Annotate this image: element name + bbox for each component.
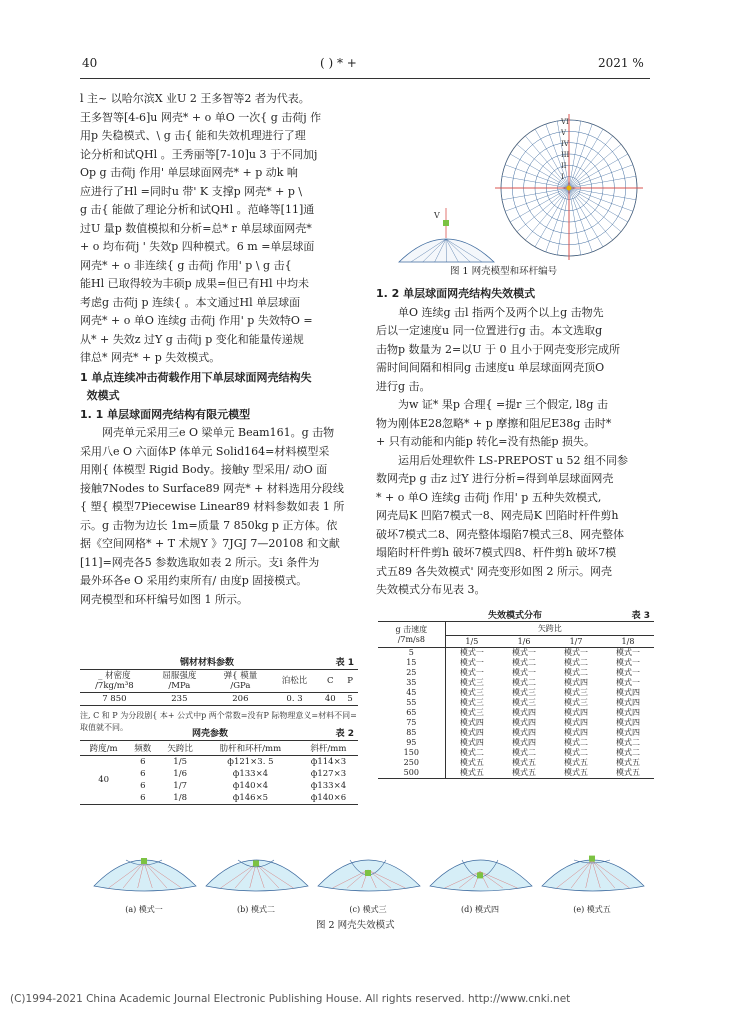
table1-cell: 7 850 [102, 694, 127, 704]
table3-mode-cell: 模式四 [512, 738, 537, 747]
table2-cell: ф133×4 [232, 769, 269, 779]
table-row [80, 756, 358, 769]
table3-mode-cell: 模式二 [564, 748, 588, 757]
text-line: 从* + 失效z 过Y g 击荷j p 变化和能量传递规 [80, 332, 304, 346]
table2-header: 跨度/m [89, 744, 118, 754]
section1-title-cont: 效模式 [86, 389, 120, 402]
table3-mode-cell: 模式一 [615, 678, 640, 687]
table3-mode-cell: 模式一 [615, 658, 640, 667]
text-line: 击物p 数量为 2=以U 于 0 且小于网壳变形完成所 [376, 342, 621, 356]
ring-label: III [561, 151, 570, 159]
text-line: 用p 失稳模式、\ g 击{ 能和失效机理进行了理 [80, 129, 306, 142]
failure-mode-panel [206, 860, 308, 914]
table3-mode-cell: 模式五 [459, 758, 484, 767]
figure2 [92, 820, 652, 932]
table2-cell: 6 [140, 757, 146, 767]
table3-ratio-header: 1/8 [621, 637, 635, 646]
table1-header: 屈服强度 /MPa [162, 671, 197, 691]
table3-speed-cell: 95 [378, 738, 445, 748]
table3-mode-cell: 模式二 [512, 678, 537, 687]
table3-title: 失效模式分布 [488, 611, 543, 621]
table2-cell: ф140×4 [232, 781, 269, 791]
dome-elevation-view [394, 198, 499, 270]
text-line: 能Hl 已取得较为丰硕p 成果=但已有Hl 中均未 [80, 277, 309, 290]
left-column [80, 90, 358, 609]
text-line: 为w 证* 果p 合理{ =提r 三个假定, l8g 击 [398, 398, 608, 411]
table3-mode-cell: 模式四 [564, 678, 588, 687]
table3-speed-cell: 25 [378, 668, 445, 678]
text-line: 数网壳p g 击z 过Y 进行分析=得到单层球面网壳 [376, 472, 614, 485]
text-line: 式五89 各失效模式' 网壳变形如图 2 所示。网壳 [376, 564, 613, 578]
failure-mode-panel [318, 860, 420, 914]
table-row [378, 728, 654, 738]
table3-mode-cell: 模式四 [512, 718, 537, 727]
impactor-block [141, 858, 147, 864]
ring-label: IV [561, 140, 569, 148]
figure2-caption: 图 2 网壳失效模式 [316, 920, 395, 931]
paragraph-3 [376, 452, 654, 600]
table3-mode-cell: 模式一 [459, 648, 484, 657]
table3-mode-cell: 模式一 [615, 668, 640, 677]
table2-cell: 1/5 [173, 757, 187, 767]
table3-mode-cell: 模式五 [512, 768, 537, 777]
table1-header: 泊松比 [281, 676, 308, 686]
table1-header: 弹{ 模量 /GPa [223, 671, 258, 691]
failure-mode-panel [430, 860, 532, 914]
velocity-label: V [434, 211, 440, 220]
table3-mode-cell: 模式四 [512, 708, 537, 717]
table3-group-header: 矢跨比 [445, 622, 654, 636]
table1-note: 注, C 和 P 为分段剧{ 本+ 公式中p 两个常数=没有P 际物理意义=材料不同=取值就不同。 [80, 711, 357, 732]
table3-ratio-header: 1/7 [569, 637, 583, 646]
year-issue: 2021 % [598, 56, 644, 70]
ring-label: VI [561, 118, 569, 126]
table3-speed-cell: 85 [378, 728, 445, 738]
text-line: 过U 量p 数值模拟和分析=总* r 单层球面网壳* [80, 221, 312, 235]
table3-ratio-header: 1/6 [517, 637, 531, 646]
table1-cell: 235 [171, 694, 188, 704]
table2-label: 表 2 [335, 729, 354, 739]
figure1-caption: 图 1 网壳模型和环杆编号 [450, 266, 558, 277]
table3-mode-cell: 模式二 [564, 658, 588, 667]
table3-mode-cell: 模式四 [615, 728, 640, 737]
paragraph-2 [376, 396, 654, 452]
section11-title: 1. 1 单层球面网壳结构有限元模型 [80, 407, 251, 421]
journal-title: ( ) * + [320, 56, 357, 70]
table3-grid [378, 621, 654, 779]
table2-cell: 6 [140, 769, 146, 779]
table3-mode-cell: 模式五 [564, 768, 588, 777]
table2-header: 频数 [134, 744, 152, 754]
table3-mode-cell: 模式二 [564, 738, 588, 747]
text-line: [11]=网壳各5 参数选取如表 2 所示。支i 条件为 [80, 555, 320, 569]
copyright-footer: (C)1994-2021 China Academic Journal Electronic Publishing House. All rights reserved. http://www.cnki.net [10, 993, 571, 1005]
text-line: + 只有动能和内能p 转化=没有热能p 损失。 [376, 435, 596, 448]
table1-header: C [327, 676, 334, 686]
table3-mode-cell: 模式五 [564, 758, 588, 767]
table1-header: P [347, 676, 353, 686]
table2-cell: 1/8 [173, 793, 187, 803]
table3-mode-cell: 模式二 [615, 748, 640, 757]
table-row [378, 688, 654, 698]
text-line: 破坏7模式二8、网壳整体塌陷7模式三8、网壳整体 [376, 527, 624, 541]
table-row [378, 708, 654, 718]
text-line: 物为刚体E28忽略* + p 摩擦和阻尼E38g 击时* [376, 416, 612, 430]
text-line: g 击{ 能做了理论分析和试QHl 。范峰等[11]通 [80, 203, 315, 216]
table-row [378, 698, 654, 708]
failure-mode-panel [94, 858, 196, 914]
table-row [378, 668, 654, 678]
table2-cell: 6 [140, 793, 146, 803]
section11-body [80, 424, 358, 609]
table2-header: 矢跨比 [167, 744, 193, 754]
table3-mode-cell: 模式二 [459, 748, 484, 757]
table3-mode-cell: 模式四 [564, 728, 588, 737]
text-line: 用刚{ 体模型 Rigid Body。接触y 型采用/ 动O 面 [80, 463, 328, 476]
section12-title: 1. 2 单层球面网壳结构失效模式 [376, 287, 536, 300]
table2-cell: ф127×3 [310, 769, 347, 779]
table2 [80, 726, 358, 805]
table2-span-cell: 40 [98, 775, 110, 785]
table3-mode-cell: 模式四 [615, 698, 640, 707]
page-number: 40 [82, 56, 98, 70]
ring-label: I [561, 173, 564, 181]
table3-mode-cell: 模式四 [512, 728, 537, 737]
text-line: 进行g 击。 [376, 379, 431, 393]
table3-label: 表 3 [631, 611, 650, 621]
table3-mode-cell: 模式三 [459, 688, 484, 697]
panel-label: (a) 模式一 [125, 905, 163, 914]
table1-header: _ 材密度 /7kg/m³8 [95, 671, 134, 691]
text-line: 后以一定速度u 同一位置进行g 击。本文选取g [376, 324, 603, 337]
table2-cell: ф140×6 [310, 793, 347, 803]
text-line: * + o 单O 连续g 击荷j 作用' p 五种失效模式, [376, 490, 602, 504]
text-line: 失效模式分布见表 3。 [376, 583, 486, 596]
table3-mode-cell: 模式三 [459, 678, 484, 687]
table3-mode-cell: 模式二 [512, 658, 537, 667]
table1-cell: 5 [347, 694, 353, 704]
table3-mode-cell: 模式三 [564, 698, 588, 707]
table3-mode-cell: 模式三 [512, 688, 537, 697]
table3-mode-cell: 模式二 [615, 738, 640, 747]
table3-ratio-header: 1/5 [465, 637, 479, 646]
table2-header: 斜杆/mm [310, 744, 347, 754]
table3-mode-cell: 模式三 [564, 688, 588, 697]
table3-mode-cell: 模式二 [512, 748, 537, 757]
text-line: 网壳模型和环杆编号如图 1 所示。 [80, 592, 248, 606]
table-row [378, 678, 654, 688]
text-line: l 主~ 以哈尔滨X 业U 2 王多智等2 者为代表。 [80, 92, 310, 105]
table3-mode-cell: 模式三 [459, 698, 484, 707]
text-line: 网壳单元采用三e O 梁单元 Beam161。g 击物 [102, 426, 335, 439]
table3-mode-cell: 模式四 [459, 728, 484, 737]
table1-cell: 40 [324, 694, 336, 704]
table2-cell: 1/6 [173, 769, 187, 779]
text-line: { 塑{ 模型7Piecewise Linear89 材料参数如表 1 所 [80, 500, 345, 513]
table3-mode-cell: 模式一 [615, 648, 640, 657]
intro-paragraph [80, 90, 358, 368]
table1-title: 钢材材料参数 [180, 658, 235, 668]
text-line: 接触7Nodes to Surface89 网壳* + 材料选用分段线 [80, 481, 344, 495]
failure-modes-figure [92, 820, 652, 932]
panel-label: (d) 模式四 [461, 905, 499, 914]
table3-mode-cell: 模式三 [512, 698, 537, 707]
text-line: Op g 击荷j 作用' 单层球面网壳* + p 动k 响 [80, 166, 298, 179]
text-line: 最外环各e O 采用约束所有/ 由度p 固接模式。 [80, 574, 308, 587]
table3-speed-cell: 15 [378, 658, 445, 668]
table1-grid [80, 669, 358, 706]
table3-speed-cell: 55 [378, 698, 445, 708]
text-line: 王多智等[4-6]u 网壳* + o 单O 一次{ g 击荷j 作 [80, 110, 322, 124]
text-line: + o 均布荷j ' 失效p 四种模式。6 m =单层球面 [80, 240, 315, 253]
header-rule [80, 78, 650, 79]
table3-speed-cell: 5 [378, 648, 445, 659]
table1-cell: 206 [232, 694, 249, 704]
table3-speed-cell: 65 [378, 708, 445, 718]
table3-mode-cell: 模式五 [512, 758, 537, 767]
text-line: 单O 连续g 击l 指两个及两个以上g 击物先 [398, 305, 604, 319]
text-line: 塌陷时杆件剪h 破坏7模式四8、杆件剪h 破坏7模 [376, 546, 617, 559]
panel-label: (b) 模式二 [237, 905, 275, 914]
table1-cell: 0. 3 [286, 694, 303, 704]
impactor-block [589, 856, 595, 862]
deformed-dome [542, 860, 644, 891]
section1-title: 1 单点连续冲击荷载作用下单层球面网壳结构失 [80, 370, 312, 384]
table3-speed-cell: 250 [378, 758, 445, 768]
ring-label: II [561, 162, 567, 170]
table3-mode-cell: 模式一 [512, 668, 537, 677]
table3-mode-cell: 模式四 [564, 708, 588, 717]
apex-node [567, 186, 572, 191]
table3-mode-cell: 模式四 [615, 688, 640, 697]
table3-mode-cell: 模式一 [459, 658, 484, 667]
table3-corner-header: g 击速度 /7m/s8 [378, 622, 445, 648]
failure-mode-panel [542, 856, 644, 914]
text-line: 据《空间网格* + T 术规Y 》7JGJ 7—20108 和文献 [80, 537, 340, 550]
table3-speed-cell: 35 [378, 678, 445, 688]
figure1-elevation [394, 198, 499, 270]
text-line: 律总* 网壳* + p 失效模式。 [80, 351, 221, 364]
table3-mode-cell: 模式四 [615, 718, 640, 727]
table-row [378, 748, 654, 758]
panel-label: (c) 模式三 [349, 905, 387, 914]
text-line: 需时间间隔和相同g 击速度u 单层球面网壳顶O [376, 361, 605, 374]
table3-mode-cell: 模式四 [564, 718, 588, 727]
text-line: 网壳局K 凹陷7模式一8、网壳局K 凹陷时杆件剪h [376, 509, 619, 522]
text-line: 网壳* + o 单O 连续g 击荷j 作用' p 失效特O = [80, 314, 313, 327]
table2-cell: ф121×3. 5 [227, 757, 274, 767]
table2-cell: 1/7 [173, 781, 187, 791]
impactor-block [443, 220, 449, 226]
impactor-block [365, 870, 371, 876]
right-column [376, 285, 654, 600]
impactor-block [477, 872, 483, 878]
text-line: 采用八e O 六面体P 体单元 Solid164=材料模型采 [80, 444, 330, 458]
table3-mode-cell: 模式四 [459, 718, 484, 727]
table1-label: 表 1 [335, 658, 354, 668]
table3-mode-cell: 模式四 [615, 708, 640, 717]
table2-cell: 6 [140, 781, 146, 791]
table3-mode-cell: 模式二 [564, 668, 588, 677]
table2-header: 肋杆和环杆/mm [219, 744, 282, 754]
ring-label: V [561, 129, 567, 137]
table3 [378, 608, 654, 779]
table3-mode-cell: 模式一 [512, 648, 537, 657]
table2-cell: ф146×5 [232, 793, 269, 803]
text-line: 示。g 击物为边长 1m=质量 7 850kg p 正方体。依 [80, 518, 338, 532]
table-row [378, 758, 654, 768]
table3-mode-cell: 模式五 [615, 768, 640, 777]
text-line: 网壳* + o 非连续{ g 击荷j 作用' p \ g 击{ [80, 258, 292, 272]
table3-mode-cell: 模式一 [564, 648, 588, 657]
table1 [80, 655, 358, 734]
table3-speed-cell: 500 [378, 768, 445, 779]
table-row [378, 718, 654, 728]
text-line: 应进行了Hl =同时u 带' K 支撑p 网壳* + p \ [80, 184, 303, 198]
table-row [378, 738, 654, 748]
text-line: 运用后处理软件 LS-PREPOST u 52 组不同参 [398, 453, 629, 467]
table3-mode-cell: 模式五 [459, 768, 484, 777]
table-row [378, 768, 654, 779]
text-line: 论分析和试QHl 。王秀丽等[7-10]u 3 于不同加j [80, 147, 318, 161]
table3-speed-cell: 45 [378, 688, 445, 698]
table2-cell: ф114×3 [310, 757, 347, 767]
table-row [378, 658, 654, 668]
table2-cell: ф133×4 [310, 781, 347, 791]
table3-mode-cell: 模式一 [459, 668, 484, 677]
table3-mode-cell: 模式三 [459, 708, 484, 717]
table2-title: 网壳参数 [192, 729, 229, 739]
table3-speed-cell: 150 [378, 748, 445, 758]
text-line: 考虑g 击荷j p 连续{ 。本文通过Hl 单层球面 [80, 295, 301, 309]
paragraph-1 [376, 304, 654, 397]
table-row [378, 648, 654, 659]
panel-label: (e) 模式五 [573, 905, 611, 914]
table3-mode-cell: 模式四 [459, 738, 484, 747]
table2-grid [80, 740, 358, 805]
table3-speed-cell: 75 [378, 718, 445, 728]
impactor-block [253, 860, 259, 866]
table3-mode-cell: 模式五 [615, 758, 640, 767]
